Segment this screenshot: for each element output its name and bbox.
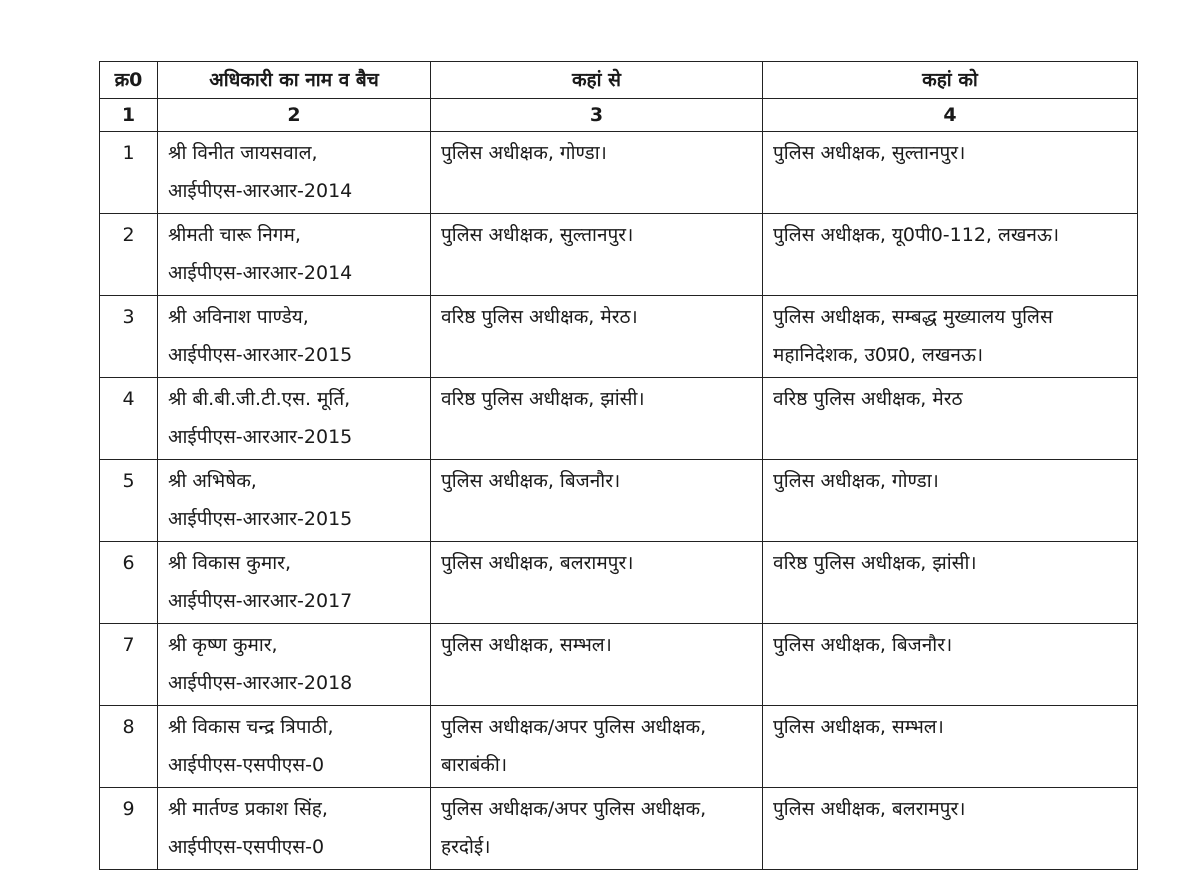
serial-number-cell: 3 (100, 296, 158, 378)
from-posting-line: पुलिस अधीक्षक, सुल्तानपुर। (441, 224, 634, 246)
to-posting-line: पुलिस अधीक्षक, सम्भल। (773, 716, 944, 738)
to-posting-cell (763, 706, 1138, 788)
to-posting-line: पुलिस अधीक्षक, बिजनौर। (773, 634, 953, 656)
to-posting-cell (763, 214, 1138, 296)
from-posting-line: पुलिस अधीक्षक, गोण्डा। (441, 142, 607, 164)
table-row (100, 624, 1138, 706)
officer-name-cell (158, 542, 431, 624)
officer-name-line: आईपीएस-एसपीएस-0 (168, 754, 325, 776)
officer-name-line: आईपीएस-एसपीएस-0 (168, 836, 325, 858)
from-posting-cell (431, 624, 763, 706)
from-posting-line: वरिष्ठ पुलिस अधीक्षक, झांसी। (441, 388, 645, 410)
from-posting-cell (431, 214, 763, 296)
to-posting-line: वरिष्ठ पुलिस अधीक्षक, झांसी। (773, 552, 977, 574)
column-number-row (100, 99, 1138, 132)
serial-number-cell: 9 (100, 788, 158, 870)
from-posting-cell (431, 460, 763, 542)
officer-name-line: आईपीएस-आरआर-2017 (168, 590, 353, 612)
officer-name-cell (158, 706, 431, 788)
column-number: 1 (100, 99, 158, 132)
to-posting-line: पुलिस अधीक्षक, यू0पी0-112, लखनऊ। (773, 224, 1060, 246)
header-officer-name-batch: अधिकारी का नाम व बैच (158, 62, 431, 99)
officer-name-line: आईपीएस-आरआर-2015 (168, 508, 353, 530)
officer-name-line: श्रीमती चारू निगम, (168, 224, 301, 246)
officer-name-cell (158, 132, 431, 214)
serial-number-cell: 4 (100, 378, 158, 460)
to-posting-line: पुलिस अधीक्षक, बलरामपुर। (773, 798, 966, 820)
header-to: कहां को (763, 62, 1138, 99)
from-posting-cell (431, 706, 763, 788)
from-posting-cell (431, 296, 763, 378)
officer-name-cell (158, 460, 431, 542)
from-posting-line: पुलिस अधीक्षक/अपर पुलिस अधीक्षक, (441, 798, 707, 820)
to-posting-line: महानिदेशक, उ0प्र0, लखनऊ। (773, 344, 984, 366)
to-posting-line: वरिष्ठ पुलिस अधीक्षक, मेरठ (773, 388, 963, 410)
serial-number-cell: 7 (100, 624, 158, 706)
officer-name-line: श्री विनीत जायसवाल, (168, 142, 318, 164)
from-posting-line: पुलिस अधीक्षक, सम्भल। (441, 634, 612, 656)
from-posting-line: पुलिस अधीक्षक, बिजनौर। (441, 470, 621, 492)
officer-name-cell (158, 214, 431, 296)
to-posting-line: पुलिस अधीक्षक, सुल्तानपुर। (773, 142, 966, 164)
from-posting-line: वरिष्ठ पुलिस अधीक्षक, मेरठ। (441, 306, 638, 328)
officer-name-cell (158, 624, 431, 706)
to-posting-cell (763, 542, 1138, 624)
serial-number-cell: 8 (100, 706, 158, 788)
to-posting-line: पुलिस अधीक्षक, सम्बद्ध मुख्यालय पुलिस (773, 306, 1053, 328)
from-posting-cell (431, 542, 763, 624)
table-row (100, 706, 1138, 788)
table-row (100, 132, 1138, 214)
officer-name-line: श्री अभिषेक, (168, 470, 257, 492)
from-posting-line: हरदोई। (441, 836, 491, 858)
table-row (100, 296, 1138, 378)
from-posting-cell (431, 132, 763, 214)
serial-number-cell: 2 (100, 214, 158, 296)
from-posting-cell (431, 378, 763, 460)
officer-name-line: आईपीएस-आरआर-2018 (168, 672, 353, 694)
column-number: 4 (763, 99, 1138, 132)
serial-number-cell: 6 (100, 542, 158, 624)
table-row (100, 788, 1138, 870)
officer-name-cell (158, 378, 431, 460)
officer-name-line: श्री अविनाश पाण्डेय, (168, 306, 309, 328)
to-posting-cell (763, 132, 1138, 214)
officer-name-line: आईपीएस-आरआर-2014 (168, 262, 353, 284)
table-row (100, 214, 1138, 296)
to-posting-cell (763, 378, 1138, 460)
officer-name-line: श्री विकास चन्द्र त्रिपाठी, (168, 716, 334, 738)
officer-name-line: श्री विकास कुमार, (168, 552, 291, 574)
to-posting-cell (763, 788, 1138, 870)
table-row (100, 460, 1138, 542)
serial-number-cell: 1 (100, 132, 158, 214)
to-posting-cell (763, 624, 1138, 706)
officer-name-line: आईपीएस-आरआर-2015 (168, 344, 353, 366)
from-posting-cell (431, 788, 763, 870)
header-serial: क्र0 (100, 62, 158, 99)
transfer-table (99, 61, 1138, 870)
table-row (100, 378, 1138, 460)
to-posting-cell (763, 460, 1138, 542)
officer-name-line: श्री कृष्ण कुमार, (168, 634, 278, 656)
to-posting-line: पुलिस अधीक्षक, गोण्डा। (773, 470, 939, 492)
to-posting-cell (763, 296, 1138, 378)
officer-name-cell (158, 296, 431, 378)
column-number: 3 (431, 99, 763, 132)
officer-name-line: आईपीएस-आरआर-2015 (168, 426, 353, 448)
header-from: कहां से (431, 62, 763, 99)
officer-name-line: आईपीएस-आरआर-2014 (168, 180, 353, 202)
officer-name-line: श्री मार्तण्ड प्रकाश सिंह, (168, 798, 328, 820)
serial-number-cell: 5 (100, 460, 158, 542)
table-row (100, 542, 1138, 624)
from-posting-line: बाराबंकी। (441, 754, 508, 776)
from-posting-line: पुलिस अधीक्षक/अपर पुलिस अधीक्षक, (441, 716, 707, 738)
officer-name-cell (158, 788, 431, 870)
column-number: 2 (158, 99, 431, 132)
from-posting-line: पुलिस अधीक्षक, बलरामपुर। (441, 552, 634, 574)
table-header-row (100, 62, 1138, 99)
table-body (100, 132, 1138, 870)
officer-name-line: श्री बी.बी.जी.टी.एस. मूर्ति, (168, 388, 351, 410)
